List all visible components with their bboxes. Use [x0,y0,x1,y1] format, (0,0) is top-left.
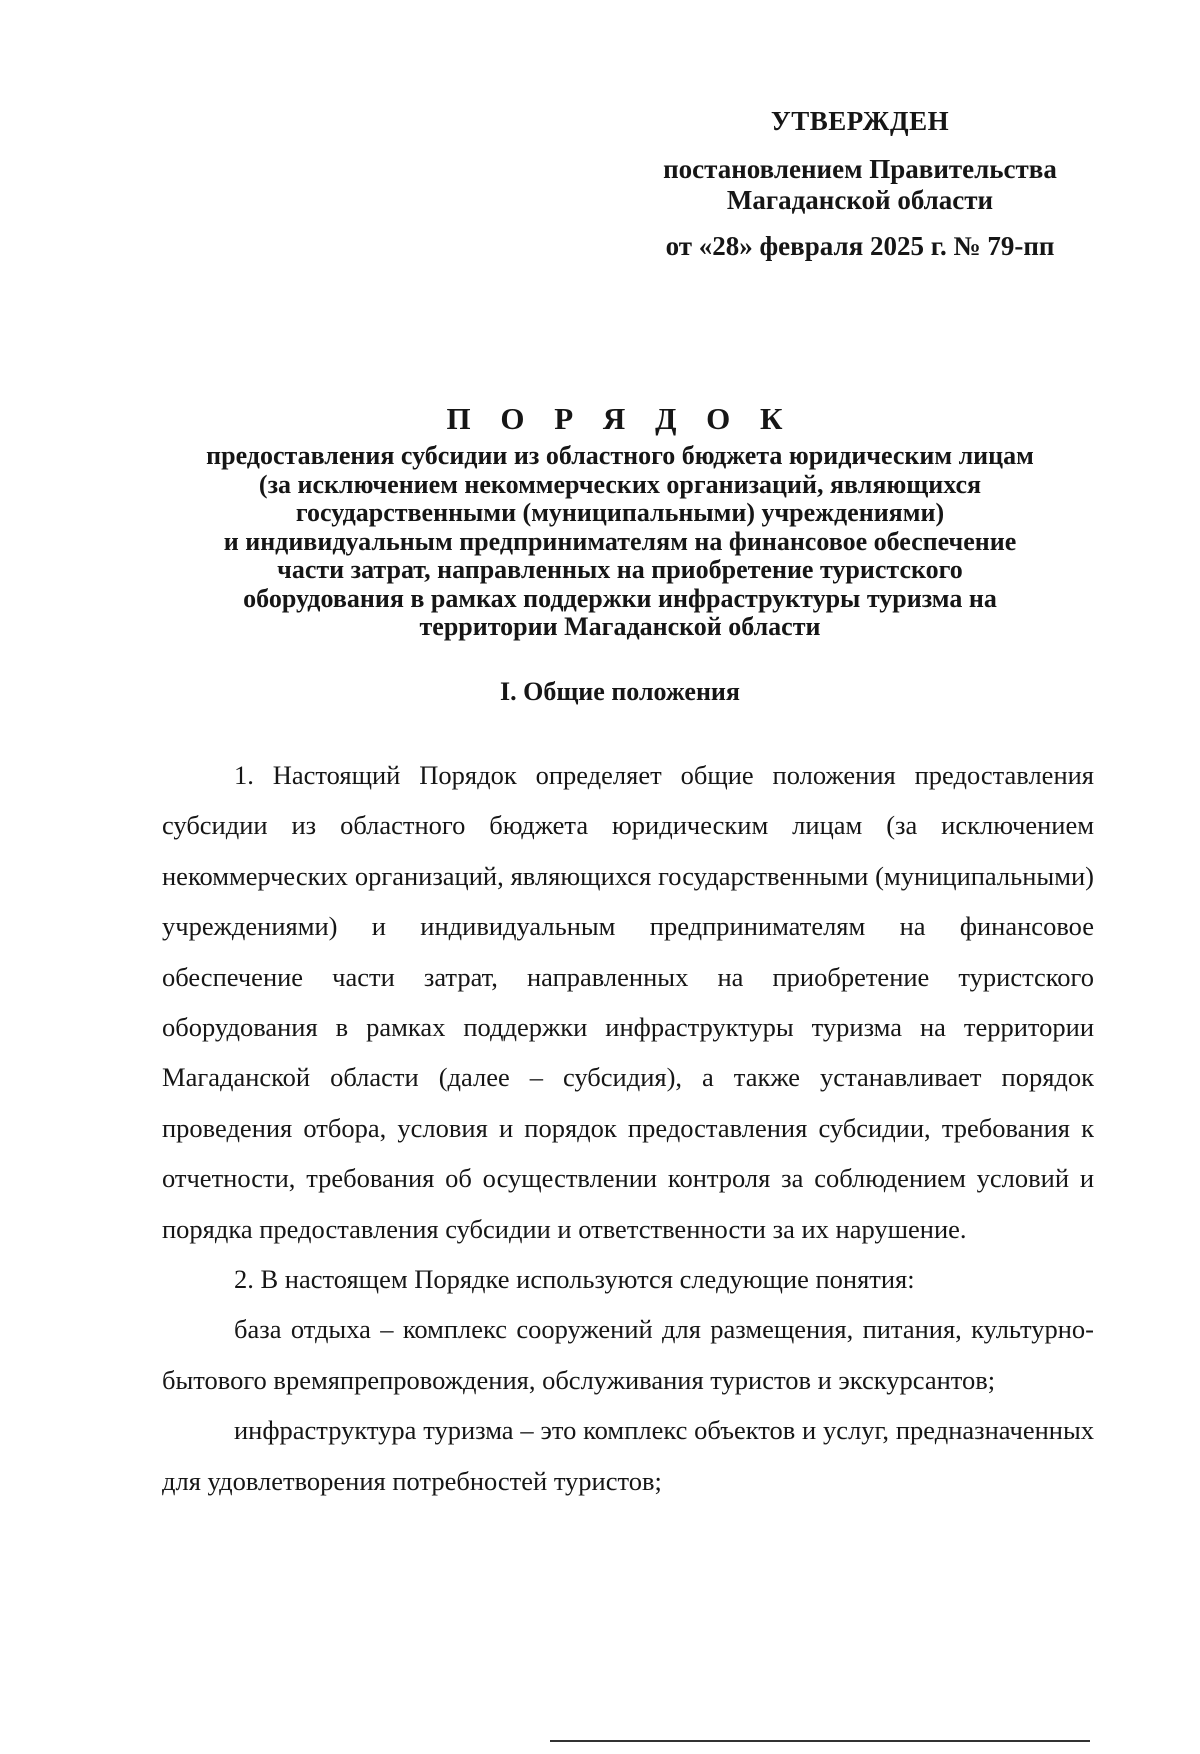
approval-by-line-1: постановлением Правительства [663,154,1057,184]
approval-block [640,106,1080,262]
paragraph-2: 2. В настоящем Порядке используются следующие понятия: [234,1264,915,1295]
approval-heading: УТВЕРЖДЕН [770,106,950,136]
paragraph-3: база отдыха – комплекс сооружений для размещения, питания, культурно-бытового времяпрепровождения, обслуживания туристов и экскурсантов; [162,1314,1094,1395]
section-heading: I. Общие положения [500,677,740,706]
approval-date-number: от «28» февраля 2025 г. № 79-пп [665,231,1055,261]
document-title-block [150,400,1090,642]
approval-by-line-2: Магаданской области [726,185,994,215]
paragraph-4: инфраструктура туризма – это комплекс объектов и услуг, предназначенных для удовлетворения потребностей туристов; [162,1415,1094,1496]
document-subtitle: предоставления субсидии из областного бюджета юридическим лицам (за исключением некоммерческих организаций, являющихся государственными (муниципальными) учреждениями) и индивидуальным предпринимателям на финансовое обеспечение части затрат, направленных на приобретение туристского оборудования в рамках поддержки инфраструктуры туризма на территории Магаданской области [206,441,1034,641]
document-title: П О Р Я Д О К [446,401,794,436]
paragraph-1: 1. Настоящий Порядок определяет общие положения предоставления субсидии из областного бюджета юридическим лицам (за исключением некоммерческих организаций, являющихся государственными (муниципальными) учреждениями) и индивидуальным предпринимателям на финансовое обеспечение части затрат, направленных на приобретение туристского оборудования в рамках поддержки инфраструктуры туризма на территории Магаданской области (далее – субсидия), а также устанавливает порядок проведения отбора, условия и порядок предоставления субсидии, требования к отчетности, требования об осуществлении контроля за соблюдением условий и порядка предоставления субсидии и ответственности за их нарушение. [162,760,1094,1244]
page-bottom-rule [550,1740,1090,1742]
document-body [162,750,1094,1506]
